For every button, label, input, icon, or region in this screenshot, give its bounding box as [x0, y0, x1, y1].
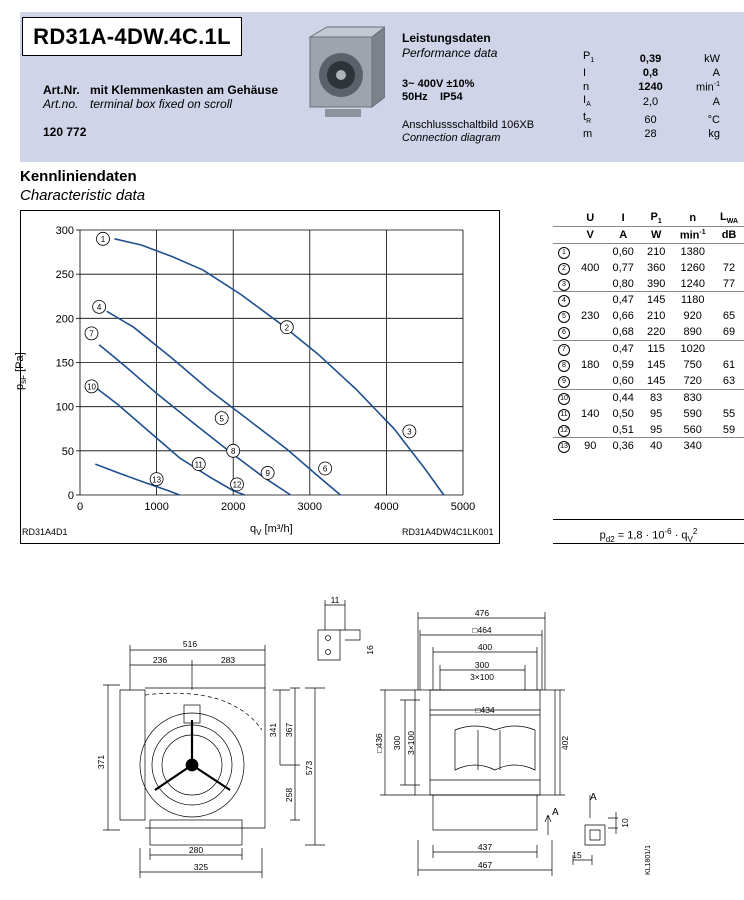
- x-tick-label: 2000: [220, 501, 246, 513]
- table-unit: A: [605, 226, 641, 243]
- table-cell: [714, 292, 744, 308]
- table-cell: 0,36: [605, 438, 641, 454]
- curve-number-marker: 1: [558, 247, 570, 259]
- art-nr-desc: mit Klemmenkasten am Gehäuse: [90, 83, 279, 97]
- svg-text:□436: □436: [374, 733, 384, 753]
- svg-text:400: 400: [477, 642, 493, 652]
- table-cell: [575, 341, 605, 357]
- table-cell: 720: [683, 374, 702, 387]
- svg-text:371: 371: [96, 754, 106, 770]
- curve-number-marker: 2: [558, 263, 570, 275]
- svg-text:3×100: 3×100: [470, 672, 494, 682]
- table-cell: 61: [722, 358, 736, 371]
- perf-unit: kg: [708, 128, 720, 141]
- curve-number-marker: 9: [558, 376, 570, 388]
- table-row: [553, 422, 744, 438]
- table-cell: 69: [722, 326, 736, 339]
- perf-unit: °C: [707, 113, 720, 126]
- curve-callout-label: 7: [89, 329, 94, 339]
- perf-unit: A: [712, 96, 720, 109]
- table-cell: 1380: [671, 243, 714, 259]
- curve-number-marker: 8: [558, 360, 570, 372]
- table-cell: 590: [683, 407, 702, 420]
- perf-unit: kW: [704, 52, 720, 65]
- table-cell: 95: [650, 423, 663, 436]
- table-row: [553, 406, 744, 422]
- table-cell: [714, 389, 744, 405]
- svg-text:467: 467: [477, 860, 493, 870]
- table-row: [553, 389, 744, 405]
- y-tick-label: 250: [55, 269, 74, 282]
- chart-footer-left: RD31A4D1: [22, 527, 68, 537]
- voltage: 3~ 400V ±10%: [402, 78, 475, 90]
- art-no-desc: terminal box fixed on scroll: [90, 97, 233, 111]
- svg-text:476: 476: [474, 608, 490, 618]
- table-cell: [575, 276, 605, 292]
- table-cell: [714, 341, 744, 357]
- x-tick-label: 5000: [450, 501, 476, 513]
- characteristic-chart: [20, 210, 498, 542]
- table-cell: 0,51: [612, 423, 634, 436]
- perf-value: 28: [644, 128, 657, 141]
- svg-text:10: 10: [620, 818, 630, 828]
- x-tick-label: 0: [76, 501, 84, 513]
- table-cell: 220: [646, 326, 666, 339]
- curve-callout-label: 3: [407, 427, 412, 437]
- connection-label: Anschlussschaltbild 106XB: [402, 119, 535, 131]
- table-header: U: [586, 211, 595, 224]
- perf-row: [583, 50, 720, 67]
- table-cell: [575, 389, 605, 405]
- table-cell: 115: [641, 341, 671, 357]
- curve-4: [107, 311, 341, 495]
- table-cell: 1240: [680, 277, 705, 290]
- svg-text:KL1801/1: KL1801/1: [645, 845, 652, 875]
- frequency: 50Hz: [402, 91, 428, 103]
- svg-text:300: 300: [474, 660, 490, 670]
- table-cell: 72: [722, 261, 736, 274]
- table-cell: 0,60: [612, 374, 634, 387]
- model-title: RD31A-4DW.4C.1L: [22, 17, 242, 56]
- perf-value: 0,39: [639, 52, 662, 65]
- perf-value: 60: [644, 113, 657, 126]
- table-row: [553, 373, 744, 389]
- table-cell: 210: [641, 243, 671, 259]
- table-cell: [575, 373, 605, 389]
- table-cell: 0,59: [612, 358, 634, 371]
- connection-label-en: Connection diagram: [402, 132, 501, 144]
- table-row: [553, 243, 744, 259]
- table-units-row: [553, 226, 744, 243]
- curve-callout-label: 9: [265, 469, 270, 479]
- table-cell: [714, 438, 744, 454]
- table-cell: 90: [575, 438, 605, 454]
- table-cell: 830: [671, 389, 714, 405]
- curve-callout-label: 5: [219, 414, 224, 424]
- table-cell: 0,77: [612, 261, 634, 274]
- table-row: [553, 438, 744, 454]
- curve-number-marker: 11: [558, 409, 570, 421]
- table-cell: 360: [646, 261, 666, 274]
- svg-text:A: A: [552, 807, 559, 818]
- perf-symbol: n: [583, 80, 590, 93]
- table-cell: 560: [683, 423, 702, 436]
- table-cell: 65: [722, 310, 736, 323]
- svg-text:15: 15: [572, 850, 582, 860]
- svg-text:516: 516: [182, 639, 198, 649]
- y-tick-label: 100: [55, 401, 74, 414]
- table-cell: 140: [581, 407, 600, 420]
- perf-symbol: $I_A$: [583, 93, 591, 109]
- svg-text:283: 283: [220, 655, 236, 665]
- perf-row: [583, 67, 720, 79]
- table-row: [553, 292, 744, 308]
- x-tick-label: 1000: [144, 501, 169, 513]
- svg-text:□434: □434: [475, 705, 495, 715]
- curve-callout-label: 11: [194, 460, 203, 470]
- curve-13: [95, 464, 179, 495]
- table-cell: [575, 292, 605, 308]
- table-cell: 1260: [680, 261, 705, 274]
- table-cell: 180: [581, 358, 600, 371]
- chart-xlabel: $q_V$ [m³/h]: [250, 523, 293, 538]
- table-cell: 0,68: [612, 326, 634, 339]
- perf-value: 0,8: [642, 67, 659, 80]
- curve-number-marker: 6: [558, 327, 570, 339]
- table-cell: 77: [722, 277, 736, 290]
- table-cell: 1180: [671, 292, 714, 308]
- svg-text:236: 236: [152, 655, 168, 665]
- svg-text:367: 367: [284, 722, 294, 738]
- svg-text:573: 573: [304, 760, 314, 776]
- perf-title-en: Performance data: [402, 46, 498, 60]
- table-row: [553, 260, 744, 276]
- perf-unit: A: [712, 67, 720, 80]
- table-cell: 0,66: [612, 310, 634, 323]
- curve-2: [203, 270, 444, 495]
- table-cell: 340: [671, 438, 714, 454]
- y-tick-label: 150: [55, 357, 74, 370]
- y-tick-label: 300: [55, 225, 74, 237]
- table-cell: 750: [683, 358, 702, 371]
- table-unit: dB: [714, 226, 744, 243]
- table-cell: [575, 422, 605, 438]
- svg-text:258: 258: [284, 787, 294, 803]
- table-cell: 0,47: [605, 292, 641, 308]
- curve-number-marker: 5: [558, 311, 570, 323]
- table-cell: 63: [722, 374, 736, 387]
- svg-text:402: 402: [560, 735, 570, 751]
- perf-symbol: m: [583, 128, 593, 141]
- curve-number-marker: 12: [558, 425, 570, 437]
- curve-callout-label: 6: [322, 464, 328, 474]
- chart-ylabel: $p_{sF}$ [Pa]: [14, 352, 29, 390]
- curve-callout-label: 4: [96, 303, 102, 313]
- perf-symbol: $P_1$: [583, 50, 595, 65]
- table-cell: 83: [641, 389, 671, 405]
- table-row: [553, 341, 744, 357]
- table-cell: 145: [646, 358, 666, 371]
- perf-value: 2,0: [642, 96, 659, 109]
- section-title: Kennliniendaten: [20, 168, 137, 185]
- y-tick-label: 0: [67, 490, 74, 502]
- svg-text:280: 280: [188, 845, 204, 855]
- curve-callout-label: 1: [100, 235, 106, 245]
- curve-callout-label: 10: [87, 382, 96, 392]
- table-header: $L_{WA}$: [720, 210, 739, 226]
- perf-value: 1240: [638, 80, 663, 93]
- table-row: [553, 357, 744, 373]
- table-header-row: [553, 210, 744, 226]
- chart-footer-right: RD31A4DW4C1LK001: [402, 527, 494, 537]
- table-cell: 95: [650, 407, 663, 420]
- table-cell: 210: [646, 310, 666, 323]
- curve-number-marker: 4: [558, 295, 570, 307]
- table-header: $P_1$: [650, 210, 662, 226]
- formula: $p_{d2} = 1,8 \cdot 10^{-6} \cdot q_V^2$: [553, 519, 744, 544]
- table-cell: 0,50: [612, 407, 634, 420]
- x-tick-label: 3000: [297, 501, 323, 513]
- curve-number-marker: 7: [558, 344, 570, 356]
- perf-unit: $\min^{-1}$: [696, 81, 720, 94]
- perf-row: [583, 79, 720, 94]
- fan-product-photo: [305, 25, 385, 120]
- table-cell: 0,47: [605, 341, 641, 357]
- performance-table: [583, 50, 720, 140]
- table-cell: 1020: [671, 341, 714, 357]
- svg-text:□464: □464: [472, 625, 492, 635]
- svg-text:A: A: [590, 792, 597, 803]
- y-tick-label: 200: [55, 313, 74, 326]
- curve-callout-label: 2: [284, 323, 290, 333]
- table-cell: [714, 243, 744, 259]
- table-cell: 0,60: [605, 243, 641, 259]
- x-tick-label: 4000: [374, 501, 399, 513]
- section-subtitle: Characteristic data: [20, 187, 146, 204]
- svg-text:437: 437: [477, 842, 493, 852]
- table-header: I: [621, 211, 625, 224]
- curve-number-marker: 3: [558, 279, 570, 291]
- art-no-label: Art.no.: [43, 97, 79, 111]
- table-cell: 390: [646, 277, 666, 290]
- table-unit: W: [641, 226, 671, 243]
- table-cell: 59: [722, 423, 736, 436]
- art-nr-label: Art.Nr.: [43, 83, 80, 97]
- svg-text:300: 300: [392, 735, 402, 751]
- table-cell: 920: [683, 310, 702, 323]
- curve-callout-label: 13: [152, 475, 162, 485]
- svg-text:341: 341: [268, 722, 278, 738]
- ip-rating: IP54: [440, 91, 463, 103]
- table-cell: 0,80: [612, 277, 634, 290]
- perf-symbol: I: [583, 67, 587, 80]
- table-cell: [575, 243, 605, 259]
- table-row: [553, 276, 744, 292]
- svg-text:3×100: 3×100: [406, 731, 416, 755]
- table-cell: 145: [646, 374, 666, 387]
- table-cell: 400: [581, 261, 600, 274]
- table-cell: 145: [641, 292, 671, 308]
- table-header: n: [689, 211, 697, 224]
- table-unit: $\min^{-1}$: [671, 226, 714, 243]
- table-cell: 890: [683, 326, 702, 339]
- svg-text:325: 325: [193, 862, 209, 872]
- article-number: 120 772: [43, 125, 87, 139]
- curve-callout-label: 12: [232, 480, 242, 490]
- y-tick-label: 50: [61, 445, 74, 458]
- perf-row: [583, 94, 720, 111]
- table-cell: 230: [581, 310, 600, 323]
- characteristic-table: [553, 210, 744, 454]
- table-cell: 55: [722, 407, 736, 420]
- perf-symbol: $t_R$: [583, 111, 592, 126]
- table-row: [553, 308, 744, 324]
- perf-row: [583, 111, 720, 128]
- curve-1: [115, 239, 203, 270]
- table-row: [553, 324, 744, 340]
- table-cell: [575, 324, 605, 340]
- table-cell: 0,44: [605, 389, 641, 405]
- svg-text:16: 16: [365, 645, 375, 655]
- svg-text:11: 11: [330, 595, 340, 605]
- table-cell: 40: [641, 438, 671, 454]
- curve-number-marker: 13: [558, 441, 570, 453]
- perf-row: [583, 128, 720, 140]
- curve-callout-label: 8: [230, 447, 236, 457]
- perf-title: Leistungsdaten: [402, 31, 491, 45]
- curve-number-marker: 10: [558, 393, 570, 405]
- technical-drawing: [0, 590, 744, 900]
- table-unit: V: [575, 226, 605, 243]
